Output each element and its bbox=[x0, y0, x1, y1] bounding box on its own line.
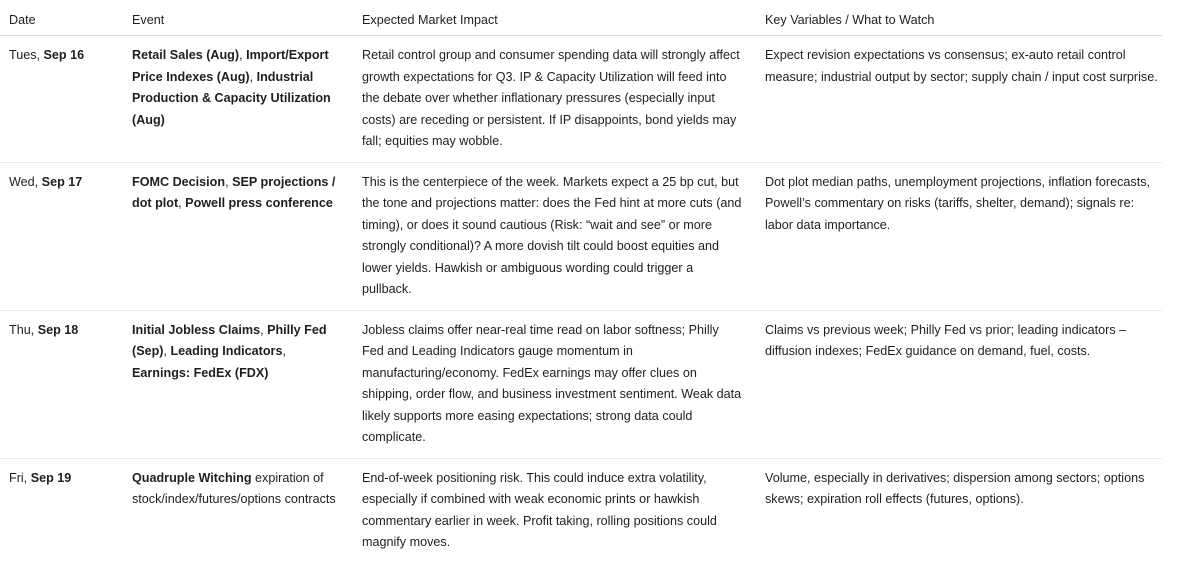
cell-watch: Expect revision expectations vs consensus; ex-auto retail control measure; industrial output by sector; supply chain / input cost surprise. bbox=[756, 36, 1162, 163]
event-text: , bbox=[260, 322, 268, 337]
cell-event bbox=[123, 310, 353, 458]
header-date: Date bbox=[0, 0, 123, 36]
header-watch: Key Variables / What to Watch bbox=[756, 0, 1162, 36]
event-name: Initial Jobless Claims bbox=[132, 322, 261, 337]
cell-date bbox=[0, 310, 123, 458]
cell-watch: Volume, especially in derivatives; dispersion among sectors; options skews; expiration roll effects (futures, options). bbox=[765, 470, 1145, 506]
table-row bbox=[0, 458, 1162, 563]
event-text: , bbox=[239, 48, 247, 62]
header-row bbox=[0, 0, 1162, 36]
cell-impact: End-of-week positioning risk. This could induce extra volatility, especially if combined with weak economic prints or hawkish commentary earlier in week. Profit taking, rolling positions could magnify moves. bbox=[362, 470, 717, 549]
date-prefix: Tues, bbox=[9, 48, 44, 62]
table-row bbox=[0, 36, 1162, 163]
table-row bbox=[0, 162, 1162, 310]
table-header bbox=[0, 0, 1162, 36]
cell-impact: Jobless claims offer near-real time read on labor softness; Philly Fed and Leading Indicators gauge momentum in manufacturing/economy. FedEx earnings may offer clues on shipping, order flow, and business investment sentiment. Weak data likely supports more easing expectations; strong data could complicate. bbox=[353, 310, 756, 458]
cell-event bbox=[123, 458, 353, 563]
date-day: Sep 17 bbox=[41, 174, 83, 189]
cell-impact: This is the centerpiece of the week. Markets expect a 25 bp cut, but the tone and projections matter: does the Fed hint at more cuts (and timing), or does it sound cautious (Risk: “wait and see” or more strongly conditional)? A more dovish tilt could boost equities and lower yields. Hawkish or ambiguous wording could trigger a pullback. bbox=[353, 162, 756, 310]
event-text: , bbox=[225, 174, 233, 189]
date-day: Sep 16 bbox=[43, 48, 85, 62]
cell-date bbox=[0, 36, 123, 163]
event-text: , bbox=[163, 344, 171, 358]
header-event: Event bbox=[123, 0, 353, 36]
event-name: Retail Sales (Aug) bbox=[132, 48, 240, 62]
cell-watch: Dot plot median paths, unemployment projections, inflation forecasts, Powell’s commentary on risks (tariffs, shelter, demand); signals re: labor data importance. bbox=[756, 162, 1162, 310]
event-text: , bbox=[178, 196, 186, 210]
date-prefix: Fri, bbox=[9, 470, 31, 485]
event-name: Industrial Production & Capacity Utilization (Aug) bbox=[132, 69, 331, 127]
event-text: , bbox=[282, 344, 286, 358]
event-name: Powell press conference bbox=[185, 196, 333, 210]
event-name: Leading Indicators bbox=[170, 344, 283, 358]
date-day: Sep 18 bbox=[37, 322, 79, 337]
event-name: Quadruple Witching bbox=[132, 470, 252, 485]
event-name: Philly Fed (Sep) bbox=[132, 322, 327, 358]
event-text: expiration of stock/index/futures/options contracts bbox=[132, 470, 336, 506]
cell-date bbox=[0, 162, 123, 310]
cell-date bbox=[0, 458, 123, 563]
header-impact: Expected Market Impact bbox=[353, 0, 756, 36]
event-name: SEP projections / dot plot bbox=[132, 174, 336, 210]
table-row bbox=[0, 310, 1162, 458]
date-prefix: Thu, bbox=[9, 322, 38, 337]
cell-watch: Claims vs previous week; Philly Fed vs prior; leading indicators – diffusion indexes; FedEx guidance on demand, fuel, costs. bbox=[756, 310, 1162, 458]
event-name: Import/Export Price Indexes (Aug) bbox=[132, 48, 329, 84]
event-text: , bbox=[249, 69, 257, 84]
table-body bbox=[0, 36, 1162, 563]
cell-event bbox=[123, 36, 353, 163]
cell-event bbox=[123, 162, 353, 310]
event-name: FOMC Decision bbox=[132, 174, 226, 189]
date-day: Sep 19 bbox=[30, 470, 72, 485]
date-prefix: Wed, bbox=[9, 174, 42, 189]
event-name: Earnings: FedEx (FDX) bbox=[132, 365, 269, 380]
cell-impact: Retail control group and consumer spending data will strongly affect growth expectations for Q3. IP & Capacity Utilization will feed into the debate over whether inflationary pressures (especially input costs) are receding or persistent. If IP disappoints, bond yields may fall; equities may wobble. bbox=[353, 36, 756, 163]
